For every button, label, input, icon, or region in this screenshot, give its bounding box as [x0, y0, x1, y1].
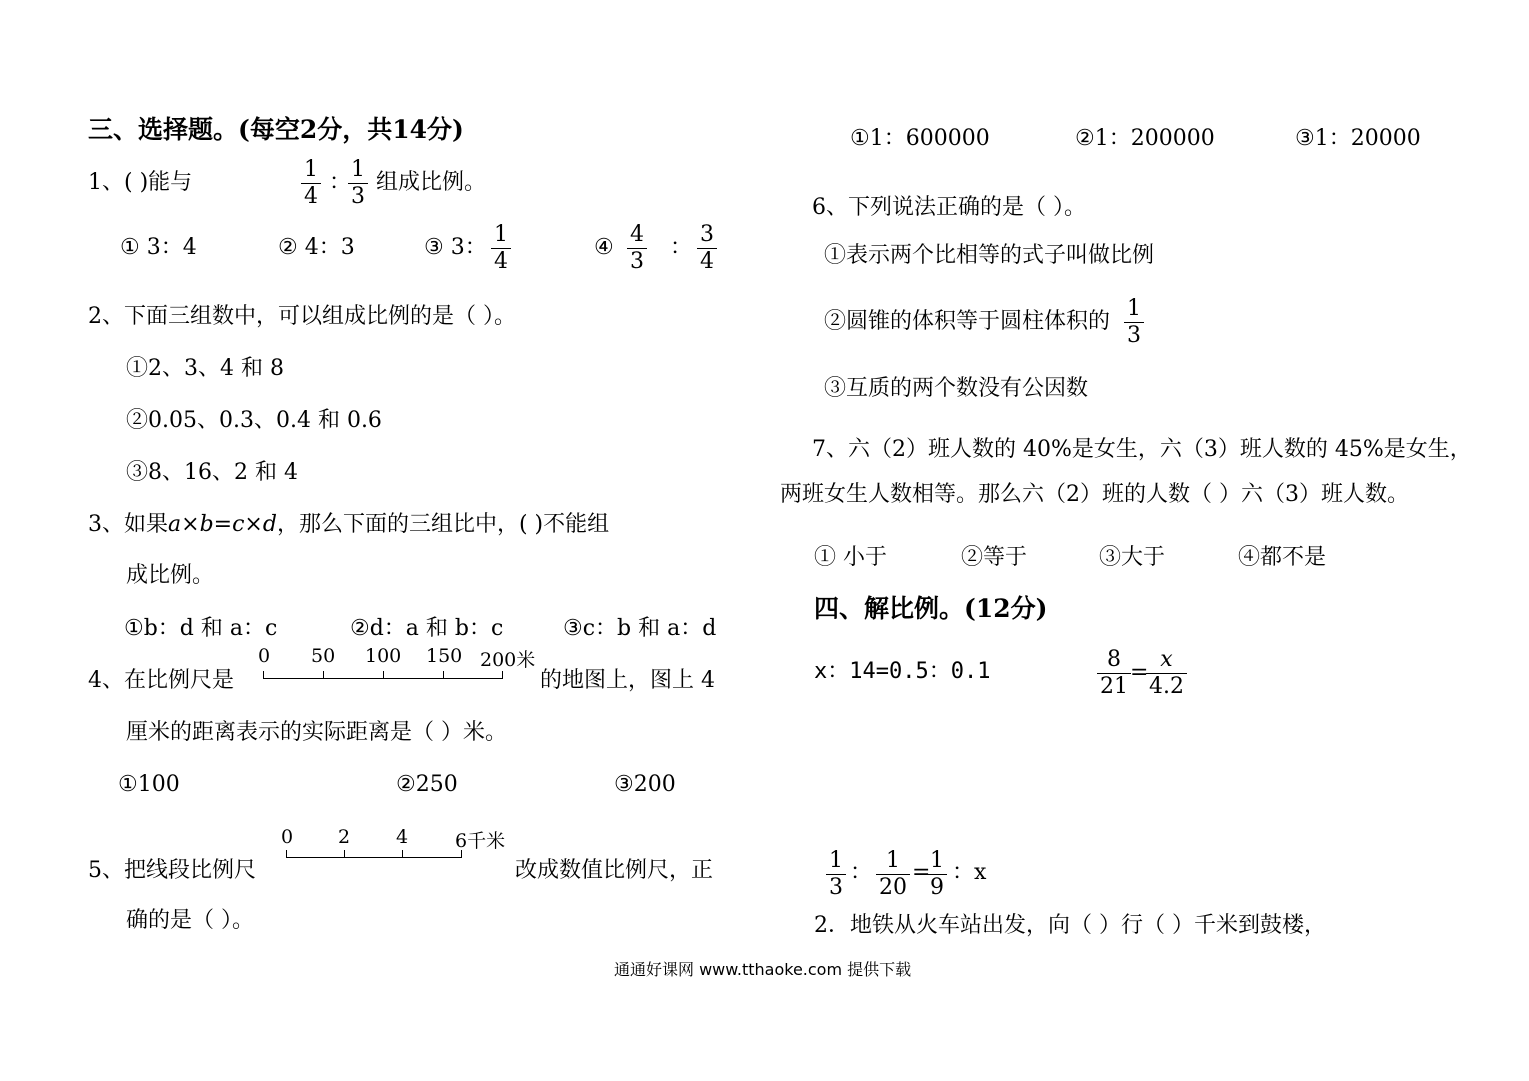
q4-option-3: ③200 [614, 772, 676, 797]
q4-scale-tick [502, 671, 503, 678]
q1-stem-post: 组成比例。 [376, 170, 487, 195]
q5-scale-tick [402, 850, 403, 857]
proportion-eq-2-left [1097, 647, 1131, 700]
q3-times-2: × [244, 512, 263, 537]
q4-scale-tick [383, 671, 384, 678]
q1-frac-1 [301, 157, 321, 210]
q4-option-2: ②250 [396, 772, 458, 797]
q2-option-1: ①2、3、4 和 8 [126, 356, 284, 381]
q5-option-1: ①1：600000 [850, 126, 990, 151]
q1-option-1: ① 3：4 [120, 235, 197, 260]
eq3-num-1: 1 [826, 848, 846, 875]
q3-var-a: a [168, 512, 182, 537]
q4-scale-tick [323, 671, 324, 678]
q4-stem-a: 4、在比例尺是 [88, 668, 234, 693]
q5-stem-c: 确的是（ ）。 [126, 908, 254, 933]
q7-option-4: ④都不是 [1238, 545, 1327, 570]
q1-frac-2-den: 3 [351, 184, 365, 209]
q4-scale-label-200: 200米 [480, 649, 536, 671]
eq3-sep-1: ： [850, 860, 873, 885]
q3-stem-a: 3、如果 [88, 512, 168, 537]
eq3-frac-3 [927, 848, 947, 901]
q3-stem-line-1 [88, 512, 609, 538]
q7-option-3: ③大于 [1099, 545, 1166, 570]
q5-stem-a: 5、把线段比例尺 [88, 858, 256, 883]
q1-frac-1-den: 4 [304, 184, 318, 209]
section3-heading: 三、选择题。(每空2分，共14分) [88, 115, 464, 144]
q4-scale-tick [263, 671, 264, 678]
q1-option-3: ③ 3： [424, 235, 487, 260]
q3-option-2: ②d：a 和 b：c [350, 616, 504, 641]
q5-option-2: ②1：200000 [1075, 126, 1215, 151]
q4-option-1: ①100 [118, 772, 180, 797]
eq3-frac-2 [876, 848, 910, 901]
q5-option-3: ③1：20000 [1295, 126, 1421, 151]
q5-scale-tick [286, 850, 287, 857]
q4-scale-tick [443, 671, 444, 678]
eq2-num-left: 8 [1097, 647, 1131, 674]
q1-stem-pre: 1、( )能与 [88, 170, 193, 195]
proportion-eq-2-right [1146, 647, 1187, 700]
q4-scale-label-0: 0 [258, 645, 271, 667]
q1-option-4-num-2: 3 [697, 222, 717, 249]
eq3-den-1: 3 [829, 875, 843, 900]
q4-stem-c: 厘米的距离表示的实际距离是（ ）米。 [126, 720, 507, 745]
q5-scale-tick [344, 850, 345, 857]
q3-stem-b: ，那么下面的三组比中，( )不能组 [276, 512, 610, 537]
q5-scale-bar [286, 857, 462, 858]
q1-option-4-den-1: 3 [630, 249, 644, 274]
footer-source: 通通好课网 www.tthaoke.com 提供下载 [614, 960, 912, 979]
q3-option-1: ①b：d 和 a：c [124, 616, 278, 641]
q1-option-4-frac-1 [627, 222, 647, 275]
q1-option-4-num-1: 4 [627, 222, 647, 249]
q5-scale-label-0: 0 [281, 826, 294, 848]
q4-line-scale [258, 645, 538, 685]
q7-line-1: 7、六（2）班人数的 40%是女生，六（3）班人数的 45%是女生， [812, 437, 1472, 462]
q7-option-2: ②等于 [961, 545, 1028, 570]
q6-stem: 6、下列说法正确的是（ ）。 [812, 195, 1086, 220]
section4-heading: 四、解比例。(12分) [814, 594, 1048, 623]
q4-scale-label-150: 150 [426, 645, 463, 667]
q1-frac-1-num: 1 [301, 157, 321, 184]
q5-scale-tick [461, 850, 462, 857]
eq2-num-right: x [1146, 647, 1187, 674]
q3-stem-line-2: 成比例。 [126, 563, 215, 588]
eq2-equals: = [1130, 660, 1149, 685]
q1-option-3-den: 4 [494, 249, 508, 274]
q3-eq: = [213, 512, 233, 537]
eq3-num-3: 1 [927, 848, 947, 875]
q5-scale-label-2: 2 [338, 826, 351, 848]
q1-option-3-frac [491, 222, 511, 275]
q1-option-3-num: 1 [491, 222, 511, 249]
q2-option-3: ③8、16、2 和 4 [126, 460, 298, 485]
q4-scale-bar [263, 678, 503, 679]
q4-scale-label-50: 50 [311, 645, 336, 667]
q7-option-1: ① 小于 [814, 545, 887, 570]
q6-option-3: ③互质的两个数没有公因数 [824, 376, 1089, 401]
q3-var-b: b [199, 512, 214, 537]
q2-option-2: ②0.05、0.3、0.4 和 0.6 [126, 408, 382, 433]
q1-option-4-den-2: 4 [700, 249, 714, 274]
eq3-sep-2: ：x [952, 860, 987, 885]
q3-var-d: d [262, 512, 277, 537]
q6-option-2-den: 3 [1127, 323, 1141, 348]
q3-option-3: ③c：b 和 a：d [563, 616, 717, 641]
q2-stem: 2、下面三组数中，可以组成比例的是（ ）。 [88, 304, 516, 329]
q6-option-2-frac [1124, 296, 1144, 349]
q5-stem-b: 改成数值比例尺，正 [515, 858, 714, 883]
q1-option-2: ② 4：3 [278, 235, 355, 260]
eq2-den-left: 21 [1100, 674, 1128, 699]
proportion-eq-1: x：14=0.5：0.1 [814, 659, 991, 684]
eq3-den-2: 20 [879, 875, 907, 900]
next-question: 2．地铁从火车站出发，向（ ）行（ ）千米到鼓楼， [814, 913, 1326, 938]
q4-stem-b: 的地图上，图上 4 [540, 668, 715, 693]
q6-option-2-num: 1 [1124, 296, 1144, 323]
q6-option-2: ②圆锥的体积等于圆柱体积的 [824, 309, 1111, 334]
q7-line-2: 两班女生人数相等。那么六（2）班的人数（ ）六（3）班人数。 [780, 482, 1409, 507]
q1-option-4-sep: ： [670, 235, 693, 260]
eq3-num-2: 1 [876, 848, 910, 875]
q1-option-4: ④ [594, 235, 614, 260]
q5-scale-label-6: 6千米 [455, 830, 506, 852]
q3-var-c: c [232, 512, 245, 537]
q5-scale-label-4: 4 [396, 826, 409, 848]
q1-sep: ： [329, 170, 352, 195]
q6-option-1: ①表示两个比相等的式子叫做比例 [824, 243, 1155, 268]
eq3-den-3: 9 [930, 875, 944, 900]
q3-times-1: × [181, 512, 200, 537]
q4-scale-label-100: 100 [365, 645, 402, 667]
q1-option-4-frac-2 [697, 222, 717, 275]
eq3-frac-1 [826, 848, 846, 901]
q5-line-scale [281, 826, 521, 866]
q1-frac-2-num: 1 [348, 157, 368, 184]
eq2-den-right: 4.2 [1149, 674, 1184, 699]
eq3-equals: = [912, 860, 931, 885]
q1-frac-2 [348, 157, 368, 210]
